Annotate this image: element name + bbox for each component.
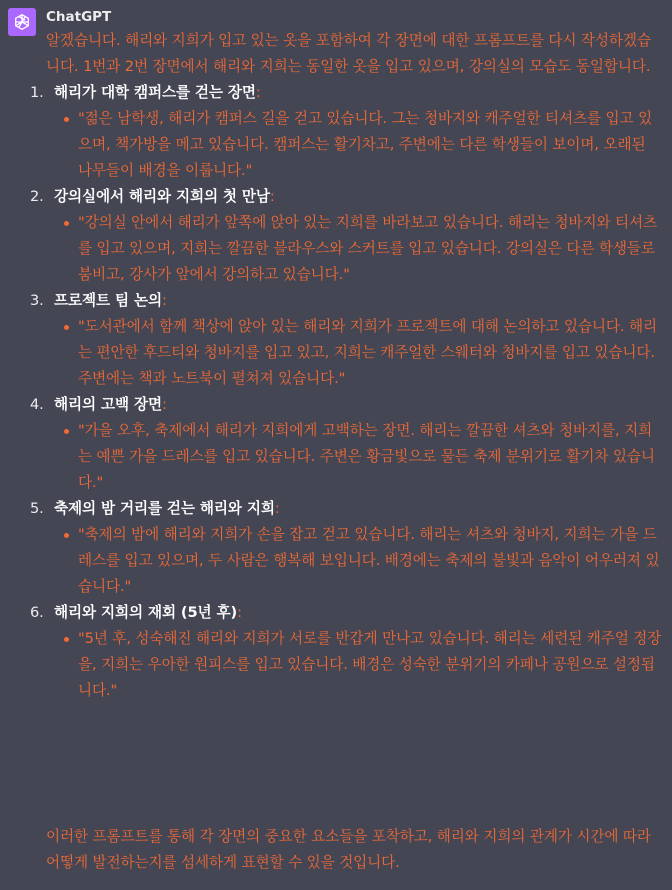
scene-description-text: "5년 후, 성숙해진 해리와 지희가 서로를 반갑게 만나고 있습니다. 해리는 세련된 캐주얼 정장을, 지희는 우아한 원피스를 입고 있습니다. 배경은 성숙한 분위기의 카페나 공원으로 설정됩니다." (78, 630, 662, 699)
scene-item (30, 288, 662, 392)
scene-title-colon: : (161, 396, 167, 413)
author-name: ChatGPT (46, 9, 112, 25)
bullet-icon (64, 221, 69, 226)
scene-number: 1. (30, 84, 44, 101)
scene-number: 5. (30, 500, 44, 517)
openai-logo-icon (8, 8, 36, 36)
intro-paragraph: 알겠습니다. 해리와 지희가 입고 있는 옷을 포함하여 각 장면에 대한 프롬프트를 다시 작성하겠습니다. 1번과 2번 장면에서 해리와 지희는 동일한 옷을 입고 있으며, 강의실의 모습도 동일합니다. (46, 32, 651, 75)
scene-description (78, 314, 662, 392)
outro-paragraph: 이러한 프롬프트를 통해 각 장면의 중요한 요소들을 포착하고, 해리와 지희의 관계가 시간에 따라 어떻게 발전하는지를 섬세하게 표현할 수 있을 것입니다. (46, 828, 651, 871)
bullet-icon (64, 637, 69, 642)
scene-title: 해리와 지희의 재회 (5년 후) (54, 604, 238, 621)
scene-item (30, 184, 662, 288)
scene-item (30, 496, 662, 600)
scene-number: 4. (30, 396, 44, 413)
scene-title-colon: : (269, 188, 275, 205)
scene-bullets (54, 314, 662, 392)
scene-bullets (54, 522, 662, 600)
scene-item (30, 392, 662, 496)
scene-title-colon: : (274, 500, 280, 517)
scene-number: 3. (30, 292, 44, 309)
bullet-icon (64, 429, 69, 434)
scene-title: 프로젝트 팀 논의 (54, 292, 162, 309)
scene-number: 6. (30, 604, 44, 621)
scene-title: 해리가 대학 캠퍼스를 걷는 장면 (54, 84, 256, 101)
bullet-icon (64, 117, 69, 122)
scene-description-text: "가을 오후, 축제에서 해리가 지희에게 고백하는 장면. 해리는 깔끔한 셔츠와 청바지를, 지희는 예쁜 가을 드레스를 입고 있습니다. 주변은 황금빛으로 물든 축제 분위기로 활기차 있습니다." (78, 422, 655, 491)
scene-bullets (54, 106, 662, 184)
scene-bullets (54, 626, 662, 704)
scene-description (78, 522, 662, 600)
scene-title-colon: : (237, 604, 242, 621)
scene-description-text: "축제의 밤에 해리와 지희가 손을 잡고 걷고 있습니다. 해리는 셔츠와 청바지, 지희는 가을 드레스를 입고 있으며, 두 사람은 행복해 보입니다. 배경에는 축제의 불빛과 음악이 어우러져 있습니다." (78, 526, 660, 595)
bullet-icon (64, 533, 69, 538)
scene-description (78, 106, 662, 184)
scene-item (30, 600, 662, 704)
scene-item (30, 80, 662, 184)
scene-bullets (54, 418, 662, 496)
message-content (30, 28, 662, 871)
scene-number: 2. (30, 188, 44, 205)
scene-list (30, 80, 662, 704)
scene-title-colon: : (161, 292, 167, 309)
scene-title: 강의실에서 해리와 지희의 첫 만남 (54, 188, 270, 205)
scene-description (78, 418, 662, 496)
openai-logo-svg (12, 12, 32, 32)
scene-description-text: "도서관에서 함께 책상에 앉아 있는 해리와 지희가 프로젝트에 대해 논의하고 있습니다. 해리는 편안한 후드티와 청바지를 입고 있고, 지희는 캐주얼한 스웨터와 청바지를 입고 있습니다. 주변에는 책과 노트북이 펼쳐져 있습니다." (78, 318, 657, 387)
scene-description-text: "강의실 안에서 해리가 앞쪽에 앉아 있는 지희를 바라보고 있습니다. 해리는 청바지와 티셔츠를 입고 있으며, 지희는 깔끔한 블라우스와 스커트를 입고 있습니다. 강의실은 다른 학생들로 붐비고, 강사가 앞에서 강의하고 있습니다." (78, 214, 657, 283)
scene-description (78, 626, 662, 704)
scene-description-text: "젊은 남학생, 해리가 캠퍼스 길을 걷고 있습니다. 그는 청바지와 캐주얼한 티셔츠를 입고 있으며, 책가방을 메고 있습니다. 캠퍼스는 활기차고, 주변에는 다른 학생들이 보이며, 오래된 나무들이 배경을 이룹니다." (78, 110, 653, 179)
scene-bullets (54, 210, 662, 288)
scene-description (78, 210, 662, 288)
scene-title-colon: : (255, 84, 261, 101)
bullet-icon (64, 325, 69, 330)
scene-title: 축제의 밤 거리를 걷는 해리와 지희 (54, 500, 275, 517)
scene-title: 해리의 고백 장면 (54, 396, 162, 413)
